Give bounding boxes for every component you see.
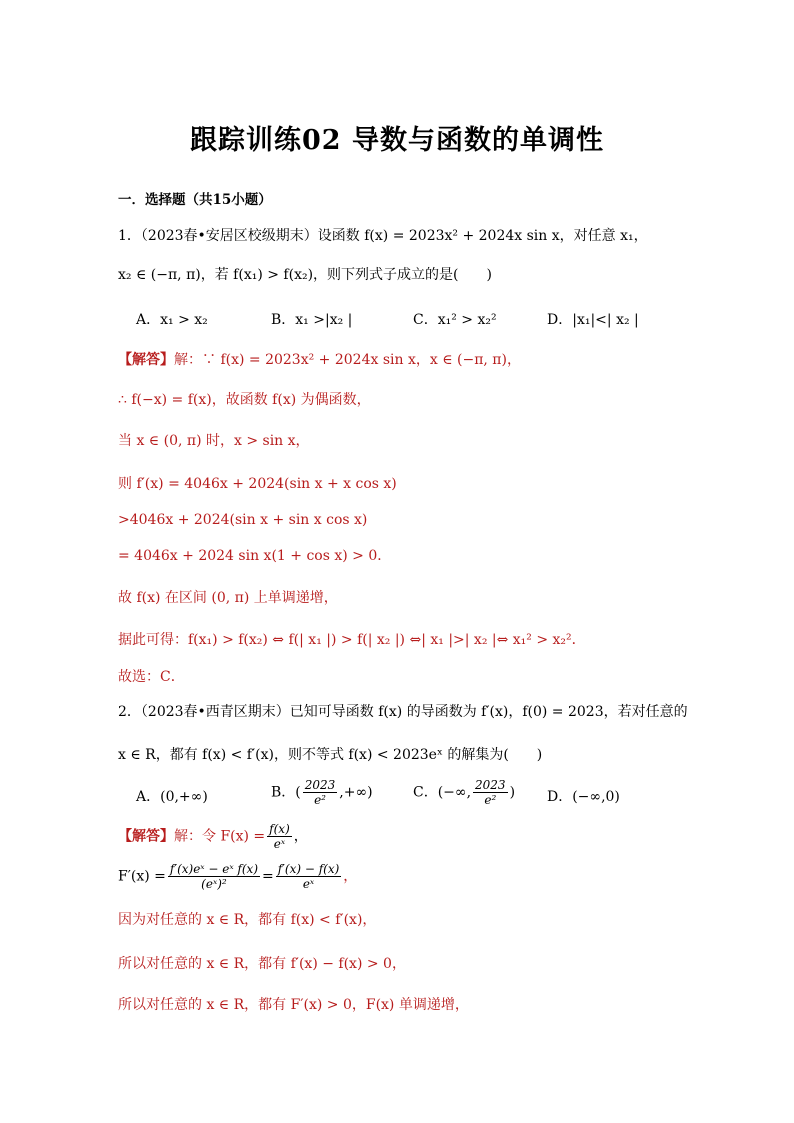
q1-option-a: A．x₁ > x₂ — [136, 312, 208, 328]
q2-solution-prefix: 解：令 F(x) = — [174, 828, 266, 845]
q2-stem-line2: x ∈ R，都有 f(x) < f′(x)，则不等式 f(x) < 2023eˣ 的解集为( ) — [118, 747, 543, 763]
q2-option-b-prefix: B．( — [271, 784, 301, 801]
q2-stem-line1: 2．（2023春•西青区期末）已知可导函数 f(x) 的导函数为 f′(x)，f(0) = 2023，若对任意的 — [118, 704, 688, 720]
q1-solution-text: 解：∵ f(x) = 2023x² + 2024x sin x，x ∈ (−π, π)， — [174, 352, 521, 368]
q1-option-c: C．x₁² > x₂² — [413, 312, 497, 328]
q2-solution-line3: 因为对任意的 x ∈ R，都有 f(x) < f′(x)， — [118, 912, 377, 928]
q2-derivative-prefix: F′(x) = — [118, 868, 166, 885]
q1-stem-line1: 1．（2023春•安居区校级期末）设函数 f(x) = 2023x² + 2024x sin x，对任意 x₁， — [118, 228, 648, 244]
fraction-numerator: 2023 — [475, 778, 506, 792]
q2-option-b — [271, 778, 373, 807]
q1-solution-line8: 据此可得：f(x₁) > f(x₂) ⇔ f(| x₁ |) > f(| x₂ |) ⇔| x₁ |>| x₂ |⇔ x₁² > x₂²． — [118, 632, 586, 648]
q1-solution-line5: >4046x + 2024(sin x + sin x cos x) — [118, 512, 368, 528]
q1-solution-line2: ∴ f(−x) = f(x)，故函数 f(x) 为偶函数， — [118, 392, 371, 408]
q1-option-b: B．x₁ >|x₂ | — [271, 312, 353, 328]
q2-solution-line2 — [118, 862, 357, 891]
page-title: 跟踪训练02 导数与函数的单调性 — [190, 125, 604, 156]
q2-solution-line5: 所以对任意的 x ∈ R，都有 F′(x) > 0，F(x) 单调递增， — [118, 997, 469, 1013]
q1-option-d: D．|x₁|<| x₂ | — [547, 312, 639, 328]
fraction-numerator: f(x) — [269, 822, 290, 836]
q1-solution-line3: 当 x ∈ (0, π) 时，x > sin x， — [118, 433, 310, 449]
q2-derivative-fraction-1 — [168, 862, 260, 891]
fraction-numerator: 2023 — [304, 778, 336, 792]
q2-option-a: A．(0,+∞) — [136, 789, 208, 805]
q1-stem-line2: x₂ ∈ (−π, π)，若 f(x₁) > f(x₂)，则下列式子成立的是( ) — [118, 267, 492, 283]
fraction-denominator: e² — [484, 793, 497, 807]
q1-solution-line6: = 4046x + 2024 sin x(1 + cos x) > 0． — [118, 548, 392, 564]
q1-solution-line4: 则 f′(x) = 4046x + 2024(sin x + x cos x) — [118, 476, 397, 492]
q2-option-c-fraction — [473, 778, 508, 807]
q2-option-c-prefix: C．(−∞, — [413, 784, 472, 801]
q2-derivative-equals: = — [262, 868, 274, 885]
q1-solution-line7: 故 f(x) 在区间 (0, π) 上单调递增， — [118, 590, 338, 606]
fraction-denominator: eˣ — [273, 837, 286, 851]
q2-option-b-fraction — [303, 778, 338, 807]
answer-tag: 【解答】 — [118, 352, 174, 368]
fraction-denominator: eˣ — [302, 877, 315, 891]
q1-solution-line9: 故选：C． — [118, 669, 185, 685]
fraction-numerator: f′(x) − f(x) — [277, 862, 340, 876]
q2-derivative-suffix: ， — [343, 868, 358, 885]
q2-solution-fraction — [267, 822, 292, 851]
q2-option-c-suffix: ) — [509, 784, 516, 801]
q1-solution-line1 — [118, 350, 521, 370]
q2-option-c — [413, 778, 515, 807]
fraction-denominator: e² — [314, 793, 326, 807]
q2-solution-suffix: ， — [293, 828, 308, 845]
answer-tag: 【解答】 — [118, 828, 174, 845]
q2-derivative-fraction-2 — [276, 862, 342, 891]
q2-option-d: D．(−∞,0) — [547, 789, 620, 805]
q2-solution-line4: 所以对任意的 x ∈ R，都有 f′(x) − f(x) > 0， — [118, 956, 406, 972]
fraction-denominator: (eˣ)² — [201, 877, 227, 891]
q2-option-b-suffix: ,+∞) — [339, 784, 373, 801]
fraction-numerator: f′(x)eˣ − eˣ f(x) — [169, 862, 258, 876]
q2-solution-line1 — [118, 822, 308, 851]
section-heading: 一．选择题（共15小题） — [118, 192, 272, 208]
